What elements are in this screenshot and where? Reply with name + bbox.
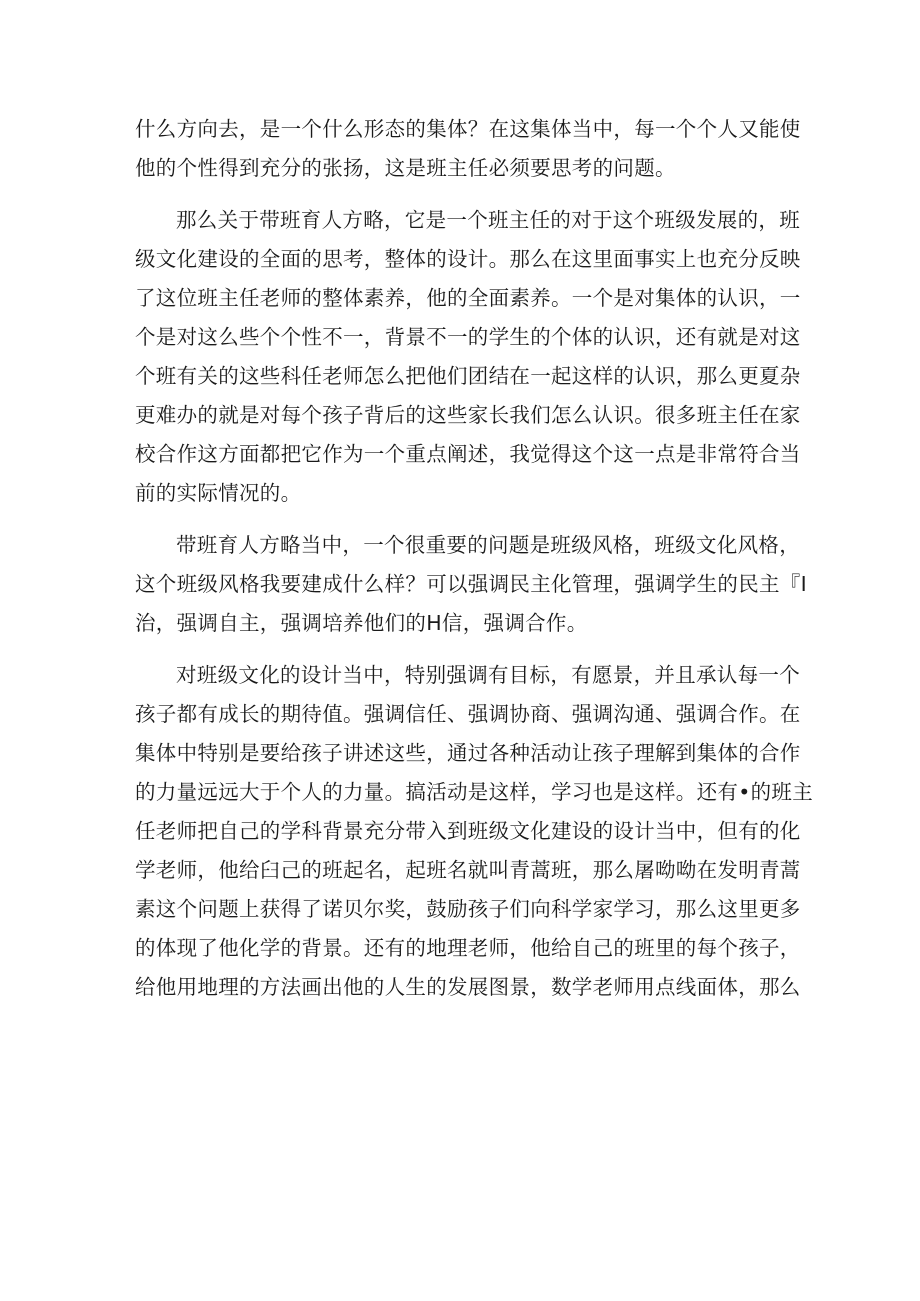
text-line: 对班级文化的设计当中，特别强调有目标，有愿景，并且承认每一个 bbox=[176, 663, 800, 687]
text-line: 任老师把自己的学科背景充分带入到班级文化建设的设计当中，但有的化 bbox=[135, 819, 801, 843]
text-line: 素这个问题上获得了诺贝尔奖，鼓励孩子们向科学家学习，那么这里更多 bbox=[135, 897, 801, 921]
text-line: 给他用地理的方法画出他的人生的发展图景，数学老师用点线面体，那么 bbox=[135, 975, 801, 999]
paragraph-2 bbox=[135, 201, 801, 513]
text-line: 的力量远远大于个人的力量。搞活动是这样，学习也是这样。还有•的班主 bbox=[135, 780, 813, 804]
text-line: 那么关于带班育人方略，它是一个班主任的对于这个班级发展的，班 bbox=[176, 208, 800, 232]
text-line: 什么方向去，是一个什么形态的集体？在这集体当中，每一个个人又能使 bbox=[135, 117, 801, 141]
text-line: 他的个性得到充分的张扬，这是班主任必须要思考的问题。 bbox=[135, 156, 676, 180]
text-line: 这个班级风格我要建成什么样？可以强调民主化管理，强调学生的民主『I bbox=[135, 572, 807, 596]
text-line: 级文化建设的全面的思考，整体的设计。那么在这里面事实上也充分反映 bbox=[135, 247, 801, 271]
text-line: 了这位班主任老师的整体素养，他的全面素养。一个是对集体的认识，一 bbox=[135, 286, 801, 310]
text-line: 个班有关的这些科任老师怎么把他们团结在一起这样的认识，那么更夏杂 bbox=[135, 364, 801, 388]
paragraph-4 bbox=[135, 656, 813, 1007]
text-line: 校合作这方面都把它作为一个重点阐述，我觉得这个这一点是非常符合当 bbox=[135, 442, 801, 466]
text-line: 前的实际情况的。 bbox=[135, 481, 302, 505]
text-line: 个是对这么些个个性不一，背景不一的学生的个体的认识，还有就是对这 bbox=[135, 325, 801, 349]
text-line: 集体中特别是要给孩子讲述这些，通过各种活动让孩子理解到集体的合作 bbox=[135, 741, 801, 765]
document-body bbox=[135, 110, 813, 1007]
text-line: 的体现了他化学的背景。还有的地理老师，他给自己的班里的每个孩子， bbox=[135, 936, 801, 960]
paragraph-3 bbox=[135, 526, 807, 643]
text-line: 治，强调自主，强调培养他们的H信，强调合作。 bbox=[135, 611, 588, 635]
text-line: 更难办的就是对每个孩子背后的这些家长我们怎么认识。很多班主任在家 bbox=[135, 403, 801, 427]
text-line: 学老师，他给臼己的班起名，起班名就叫青蒿班，那么屠呦呦在发明青蒿 bbox=[135, 858, 801, 882]
text-line: 带班育人方略当中，一个很重要的问题是班级风格，班级文化风格， bbox=[176, 533, 800, 557]
paragraph-1 bbox=[135, 110, 801, 188]
text-line: 孩子都有成长的期待值。强调信任、强调协商、强调沟通、强调合作。在 bbox=[135, 702, 801, 726]
